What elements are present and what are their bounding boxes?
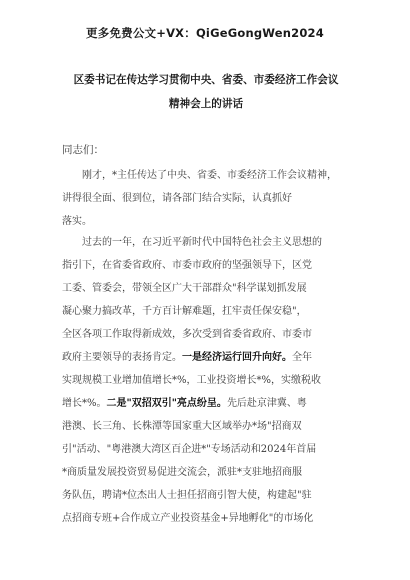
paragraph-line: 务队伍，聘请*位杰出人士担任招商引智大使，构建起"驻 — [62, 490, 312, 501]
paragraph-line: 引"活动、"粤港澳大湾区百企进*"专场活动和2024年首届 — [62, 444, 317, 455]
text-run: 政府主要领导的表扬肯定。 — [62, 352, 182, 363]
salutation: 同志们： — [62, 144, 104, 156]
paragraph-line: 实现规模工业增加值增长*%，工业投资增长*%，实缴税收 — [62, 375, 322, 386]
paragraph-line: 过去的一年，在习近平新时代中国特色社会主义思想的 — [82, 237, 322, 248]
bold-heading: 二是"双招双引"亮点纷呈。 — [106, 398, 227, 409]
paragraph-line: 港澳、长三角、长株潭等国家重大区域举办*场"招商双 — [62, 421, 302, 432]
text-run: 全年 — [292, 352, 312, 363]
text-run: 增长*%。 — [62, 398, 107, 409]
paragraph-line: 刚才，*主任传达了中央、省委、市委经济工作会议精神， — [82, 170, 337, 181]
paragraph-line: 点招商专班+合作成立产业投资基金+异地孵化"的市场化 — [62, 513, 314, 524]
bold-heading: 一是经济运行回升向好。 — [182, 352, 292, 363]
paragraph-line: *商质量发展投资贸易促进交流会，派驻*支驻地招商服 — [62, 467, 302, 478]
paragraph-line: 落实。 — [62, 216, 92, 227]
document-title — [56, 68, 356, 116]
paragraph-2 — [62, 231, 352, 530]
promo-header: 更多免费公文+VX：QiGeGongWen2024 — [86, 26, 324, 40]
paragraph-line: 全区各项工作取得新成效，多次受到省委省政府、市委市 — [62, 329, 312, 340]
paragraph-line: 讲得很全面、很到位，请各部门结合实际，认真抓好 — [62, 193, 292, 204]
paragraph-line — [62, 346, 352, 369]
paragraph-line: 工委、管委会，带领全区广大干部群众"科学谋划抓发展 — [62, 283, 307, 294]
title-line-2: 精神会上的讲话 — [168, 98, 244, 110]
paragraph-1 — [62, 164, 352, 233]
paragraph-line — [62, 392, 352, 415]
paragraph-line: 凝心聚力搞改革，千方百计解难题，扛牢责任保安稳"， — [62, 306, 307, 317]
text-run: 先后赴京津冀、粤 — [226, 398, 307, 409]
title-line-1: 区委书记在传达学习贯彻中央、省委、市委经济工作会议 — [73, 74, 339, 86]
paragraph-line: 指引下，在省委省政府、市委市政府的坚强领导下，区党 — [62, 260, 312, 271]
